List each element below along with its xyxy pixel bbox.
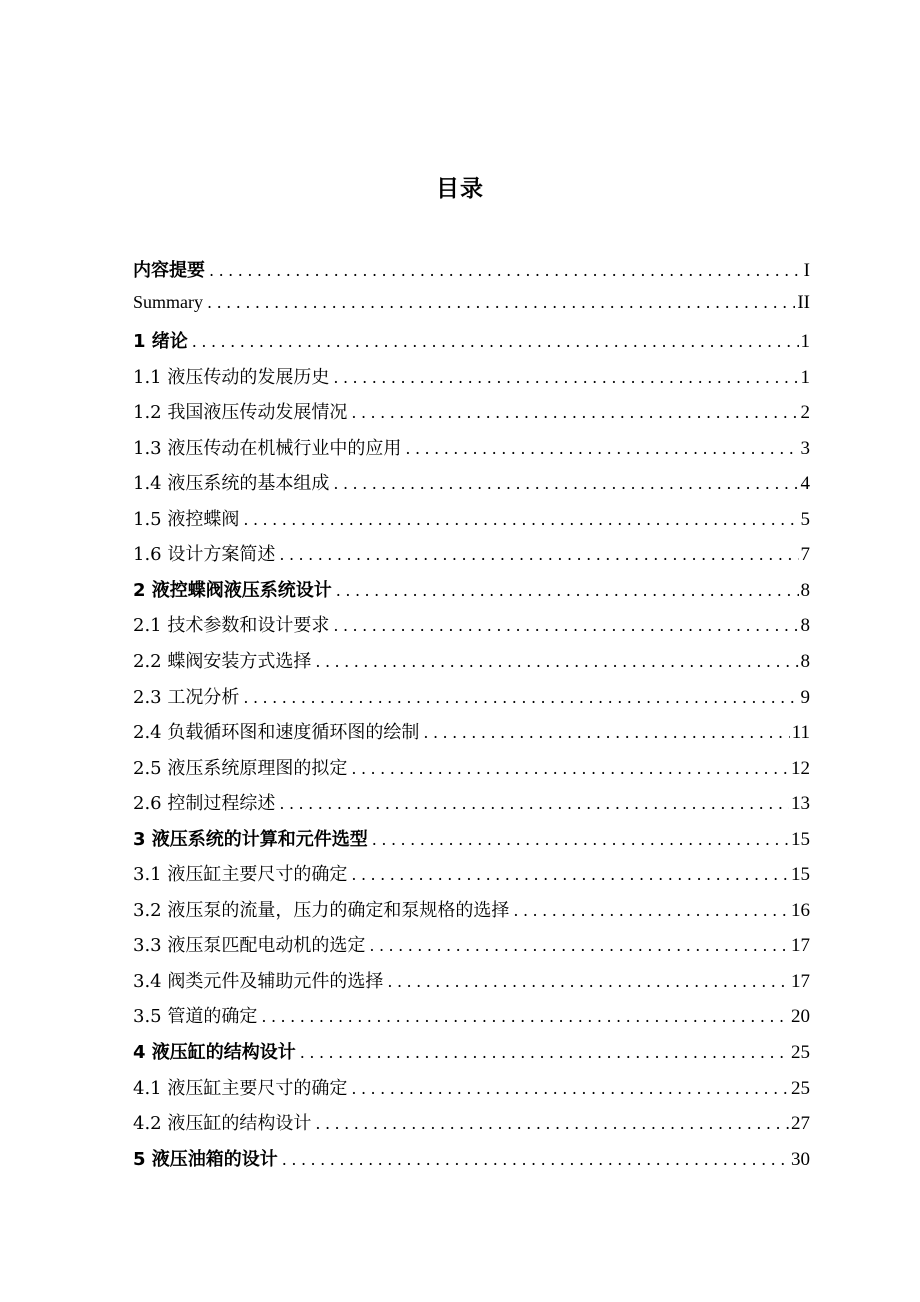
toc-entry-label: 1.2 我国液压传动发展情况 bbox=[133, 402, 348, 424]
toc-entry-label: 2.2 蝶阀安装方式选择 bbox=[133, 651, 312, 673]
toc-entry-page-number: 25 bbox=[791, 1042, 810, 1064]
toc-entry-page-number: I bbox=[803, 260, 810, 281]
toc-leader-dots bbox=[315, 1114, 789, 1133]
toc-entry[interactable] bbox=[133, 611, 810, 647]
toc-entry[interactable] bbox=[133, 398, 810, 434]
toc-entry-label: 3.3 液压泵匹配电动机的选定 bbox=[133, 935, 366, 957]
toc-entry-page-number: 12 bbox=[791, 757, 810, 779]
toc-entry-label: 3.5 管道的确定 bbox=[133, 1006, 258, 1028]
toc-entry-page-number: 9 bbox=[800, 686, 810, 708]
toc-entry[interactable] bbox=[133, 967, 810, 1003]
toc-leader-dots bbox=[351, 1079, 789, 1098]
toc-entry-label: 1.1 液压传动的发展历史 bbox=[133, 366, 330, 388]
toc-entry-label: 1.5 液控蝶阀 bbox=[133, 508, 240, 530]
toc-entry-label: 2.5 液压系统原理图的拟定 bbox=[133, 757, 348, 779]
toc-entry[interactable] bbox=[133, 469, 810, 505]
toc-entry-label: 3.1 液压缸主要尺寸的确定 bbox=[133, 864, 348, 886]
toc-entry-page-number: 2 bbox=[800, 402, 810, 424]
toc-leader-dots bbox=[351, 759, 789, 778]
toc-leader-dots bbox=[192, 332, 799, 351]
toc-entry-page-number: 17 bbox=[791, 935, 810, 957]
toc-entry-page-number: 30 bbox=[791, 1148, 810, 1170]
toc-leader-dots bbox=[279, 794, 789, 813]
toc-entry-page-number: 20 bbox=[791, 1006, 810, 1028]
toc-entry-label: 4 液压缸的结构设计 bbox=[133, 1042, 296, 1064]
toc-entry[interactable] bbox=[133, 505, 810, 541]
toc-entry-page-number: 17 bbox=[791, 970, 810, 992]
toc-entry-label: 5 液压油箱的设计 bbox=[133, 1148, 278, 1170]
toc-entry-label: 3.2 液压泵的流量，压力的确定和泵规格的选择 bbox=[133, 899, 510, 921]
toc-entry-label: 2.3 工况分析 bbox=[133, 686, 240, 708]
toc-entry-page-number: 15 bbox=[791, 828, 810, 850]
toc-entry-label: 2 液控蝶阀液压系统设计 bbox=[133, 579, 332, 601]
toc-entry-label: 1.4 液压系统的基本组成 bbox=[133, 473, 330, 495]
toc-leader-dots bbox=[369, 936, 789, 955]
toc-leader-dots bbox=[243, 510, 798, 529]
toc-entry[interactable] bbox=[133, 1002, 810, 1038]
toc-entry[interactable] bbox=[133, 860, 810, 896]
toc-entry[interactable] bbox=[133, 434, 810, 470]
toc-entry-page-number: 1 bbox=[800, 331, 810, 353]
toc-leader-dots bbox=[315, 652, 798, 671]
toc-entry-page-number: 11 bbox=[791, 722, 810, 744]
toc-entry[interactable] bbox=[133, 683, 810, 719]
toc-entry-label: 4.1 液压缸主要尺寸的确定 bbox=[133, 1077, 348, 1099]
toc-entry-page-number: 16 bbox=[791, 899, 810, 921]
toc-entry-page-number: 8 bbox=[800, 615, 810, 637]
toc-leader-dots bbox=[209, 261, 802, 280]
toc-leader-dots bbox=[243, 688, 798, 707]
toc-leader-dots bbox=[351, 865, 789, 884]
toc-leader-dots bbox=[282, 1150, 789, 1169]
toc-leader-dots bbox=[333, 474, 798, 493]
toc-entry[interactable] bbox=[133, 1074, 810, 1110]
toc-entry-page-number: II bbox=[797, 291, 810, 313]
toc-leader-dots bbox=[423, 723, 789, 742]
toc-entry[interactable] bbox=[133, 1038, 810, 1074]
toc-leader-dots bbox=[336, 581, 799, 600]
toc-leader-dots bbox=[405, 439, 798, 458]
toc-entry[interactable] bbox=[133, 540, 810, 576]
toc-entry[interactable] bbox=[133, 256, 810, 292]
toc-entry[interactable] bbox=[133, 789, 810, 825]
toc-leader-dots bbox=[333, 616, 798, 635]
toc-leader-dots bbox=[279, 545, 798, 564]
toc-entry-label: 3.4 阀类元件及辅助元件的选择 bbox=[133, 970, 384, 992]
toc-entry[interactable] bbox=[133, 327, 810, 363]
toc-entry-page-number: 25 bbox=[791, 1077, 810, 1099]
toc-entry-label: 3 液压系统的计算和元件选型 bbox=[133, 828, 368, 850]
toc-entry-page-number: 15 bbox=[791, 864, 810, 886]
toc-entry[interactable] bbox=[133, 754, 810, 790]
toc-entry-label: 2.6 控制过程综述 bbox=[133, 793, 276, 815]
toc-leader-dots bbox=[513, 901, 789, 920]
toc-entry[interactable] bbox=[133, 1109, 810, 1145]
toc-leader-dots bbox=[300, 1043, 789, 1062]
toc-entry[interactable] bbox=[133, 825, 810, 861]
toc-leader-dots bbox=[387, 972, 789, 991]
toc-entry[interactable] bbox=[133, 896, 810, 932]
toc-leader-dots bbox=[333, 368, 798, 387]
toc-entry-label: 2.1 技术参数和设计要求 bbox=[133, 615, 330, 637]
toc-entry-page-number: 1 bbox=[800, 366, 810, 388]
toc-entry-page-number: 3 bbox=[800, 437, 810, 459]
toc-entry-label: 1 绪论 bbox=[133, 331, 188, 353]
toc-entry[interactable] bbox=[133, 292, 810, 328]
toc-entry-label: 1.3 液压传动在机械行业中的应用 bbox=[133, 437, 402, 459]
toc-entry[interactable] bbox=[133, 1145, 810, 1181]
toc-entry-page-number: 27 bbox=[791, 1113, 810, 1135]
toc-entry-page-number: 4 bbox=[800, 473, 810, 495]
toc-entry-page-number: 13 bbox=[791, 793, 810, 815]
toc-entry-label: 1.6 设计方案简述 bbox=[133, 544, 276, 566]
toc-entry-page-number: 8 bbox=[800, 579, 810, 601]
toc-entry-page-number: 7 bbox=[800, 544, 810, 566]
toc-entry-label: 内容提要 bbox=[133, 260, 205, 281]
table-of-contents bbox=[133, 256, 810, 1180]
toc-leader-dots bbox=[207, 293, 795, 312]
page-title: 目录 bbox=[436, 176, 484, 202]
toc-entry-page-number: 5 bbox=[800, 508, 810, 530]
toc-entry-label: 4.2 液压缸的结构设计 bbox=[133, 1113, 312, 1135]
toc-leader-dots bbox=[372, 830, 789, 849]
toc-leader-dots bbox=[261, 1007, 789, 1026]
toc-entry[interactable] bbox=[133, 647, 810, 683]
toc-entry[interactable] bbox=[133, 931, 810, 967]
toc-entry-label: Summary bbox=[133, 291, 203, 312]
toc-leader-dots bbox=[351, 403, 798, 422]
toc-entry-label: 2.4 负载循环图和速度循环图的绘制 bbox=[133, 722, 420, 744]
toc-entry-page-number: 8 bbox=[800, 651, 810, 673]
toc-entry[interactable] bbox=[133, 363, 810, 399]
toc-entry[interactable] bbox=[133, 718, 810, 754]
toc-entry[interactable] bbox=[133, 576, 810, 612]
